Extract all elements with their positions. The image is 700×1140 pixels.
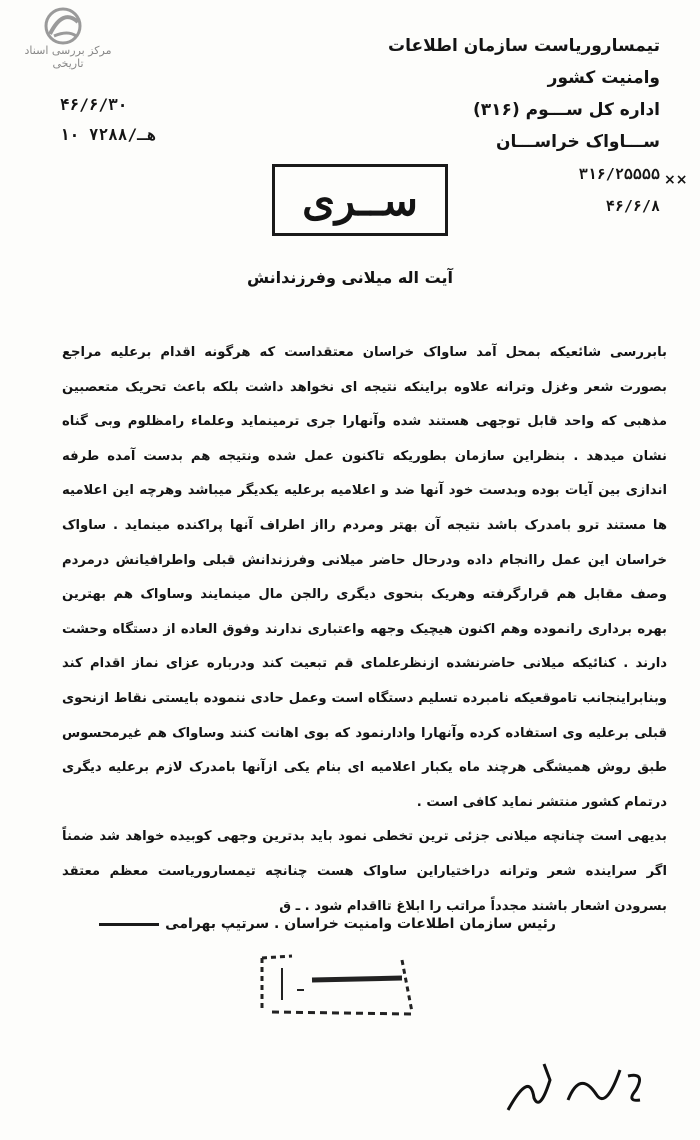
department-line: اداره کل ســـوم (۳۱۶) (473, 100, 660, 120)
received-date: ۴۶/۶/۳۰ (60, 95, 128, 114)
received-block (60, 90, 190, 150)
ref-date: ۴۶/۶/۸ (605, 197, 660, 215)
signature-line (96, 916, 556, 932)
ref-number: ۳۱۶/۲۵۵۵۵ (578, 165, 660, 183)
body-paragraph: بابررسی شائعیکه بمحل آمد ساواک خراسان معتقداست که هرگونه اقدام برعلیه مراجع بصورت شعر وغزل وترانه علاوه براینکه نتیجه ای نخواهد داشت بلکه باعث تحریک متعصبین مذهبی که واحد قابل توجهی هستند شده وآنهارا جری ترمینماید وعلماء رامظلوم وبی گناه نشان میدهد . بنظراین سازمان بطوریکه تاکنون عمل شده ونتیجه هم بدست آمده طرفه اندازی بین آیات بوده وبدست خود آنها ضد و اعلامیه برعلیه یکدیگر میباشد وهرچه این اعلامیه ها مستند ترو بامدرک باشد نتیجه آن بهتر ومردم رااز اطراف آنها پراکنده مینماید . ساواک خراسان این عمل راانجام داده ودرحال حاضر میلانی وفرزندانش قبلی واطرافیانش درمردم وصف مقابل هم قرارگرفته وهریک بنحوی دیگری رالجن مال مینمایند وساواک هم بهترین بهره برداری رانموده وهم اکنون هیچیک وجهه واعتباری ندارند وفوق العاده از دستگاه وحشت دارند . کنائیکه میلانی حاضرنشده ازنظرعلمای قم تبعیت کند ودرباره عزای نماز اقدام کند وبنابراینجانب تاموقعیکه نامبرده تسلیم دستگاه است وعمل حادی ننموده بایستی نقاط ازنحوی قبلی برعلیه وی استفاده کرده وآنهارا وادارنمود که بوی اهانت کنند وساواک هم غیرمحسوس طبق روش همیشگی هرچند ماه یکبار اعلامیه ای بنام یکی ازآنها بامدرک لازم برعلیه دیگری درتمام کشور منتشر نماید کافی است . (62, 345, 667, 810)
received-number: ۱۰ هـ/۷۲۸۸ (60, 125, 157, 144)
subject-line: آیت اله میلانی وفرزندانش (246, 268, 454, 287)
signer-title: رئیس سازمان اطلاعات وامنیت خراسان . سرتیپ بهرامی (165, 916, 556, 932)
received-stamp-icon (252, 950, 422, 1020)
watermark-org-name: مرکز بررسی اسناد تاریخی (24, 44, 112, 70)
archive-logo-icon (28, 6, 98, 46)
body-paragraph: بدیهی است چنانچه میلانی جزئی ترین تخطی نمود باید بدترین وجهی کوبیده خواهد شد ضمناً اگر سراینده شعر وترانه دراختیاراین ساواک هست چنانچه تیمساروریاست معظم معتقد بسرودن اشعار باشند مجدداً مراتب را ابلاغ تااقدام شود . ـ ق (62, 829, 667, 914)
office-line: ســـاواک خراســـان (496, 132, 660, 152)
handwritten-initials-icon (500, 1050, 650, 1120)
agency-title: تیمساروریاست سازمان اطلاعات وامنیت کشور (388, 36, 660, 88)
classification-box: ســری (272, 164, 448, 236)
signature-stroke (99, 923, 159, 926)
margin-marks: ×× (664, 172, 688, 188)
letter-body (62, 336, 667, 924)
